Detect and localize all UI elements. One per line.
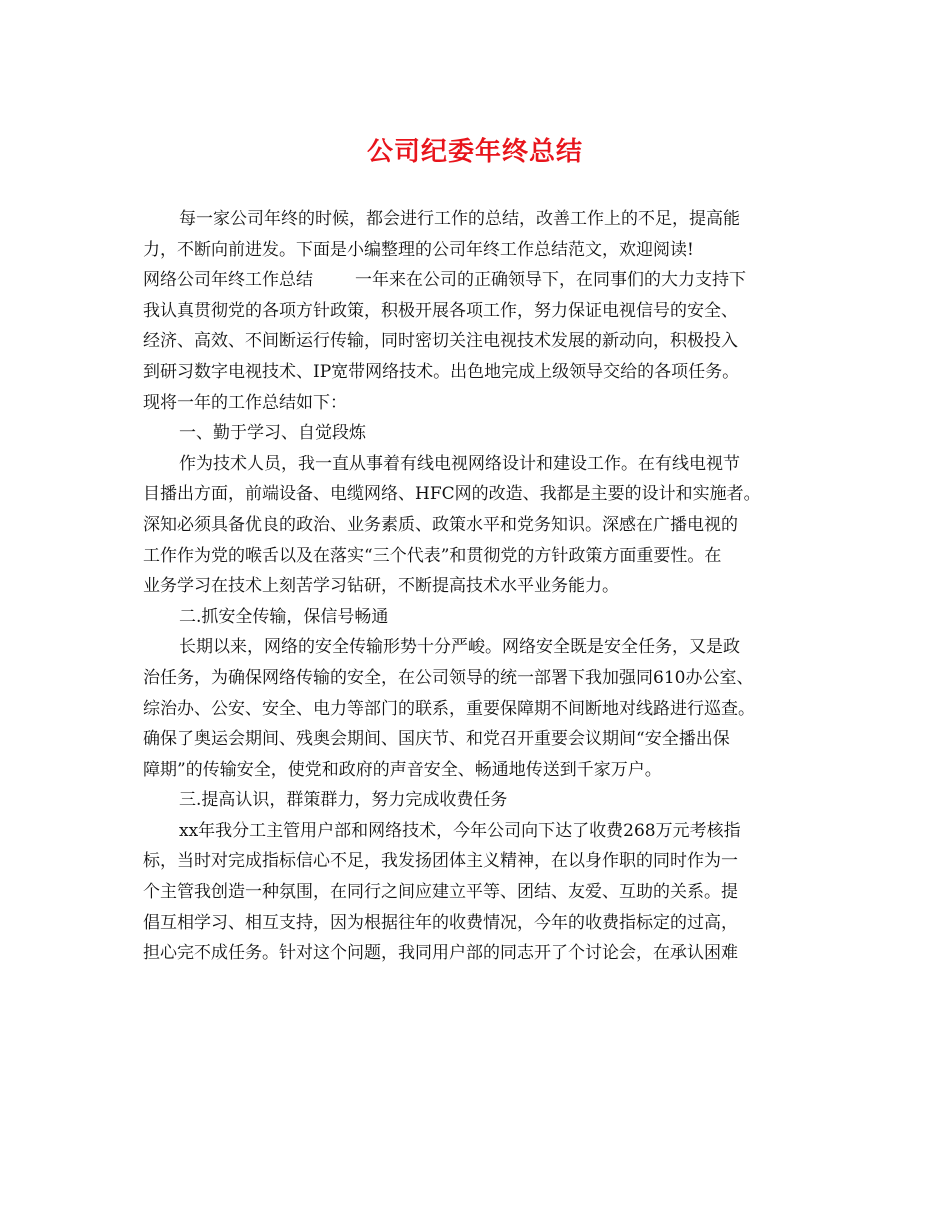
text-line: 倡互相学习、相互支持，因为根据往年的收费情况，今年的收费指标定的过高， — [143, 912, 738, 933]
text-line: 长期以来，网络的安全传输形势十分严峻。网络安全既是安全任务，又是政 — [179, 637, 740, 658]
section-heading-inline: 网络公司年终工作总结 — [143, 270, 313, 291]
text-line: 业务学习在技术上刻苦学习钻研，不断提高技术水平业务能力。 — [143, 576, 619, 597]
text-line: 综治办、公安、安全、电力等部门的联系，重要保障期不间断地对线路进行巡查。 — [143, 698, 755, 719]
text-line: 经济、高效、不间断运行传输，同时密切关注电视技术发展的新动向，积极投入 — [143, 331, 738, 352]
text-line-combined — [143, 265, 803, 296]
text-line: 力，不断向前进发。下面是小编整理的公司年终工作总结范文，欢迎阅读! — [143, 239, 694, 260]
section-heading: 一、勤于学习、自觉段炼 — [179, 423, 366, 444]
text-line: 标，当时对完成指标信心不足，我发扬团体主义精神，在以身作职的同时作为一 — [143, 851, 738, 872]
section-heading: 二.抓安全传输，保信号畅通 — [179, 606, 389, 627]
text-line: 障期”的传输安全，使党和政府的声音安全、畅通地传送到千家万户。 — [143, 759, 662, 780]
text-fragment: 一年来在公司的正确领导下，在同事们的大力支持下 — [355, 270, 746, 291]
text-line: 治任务，为确保网络传输的安全，在公司领导的统一部署下我加强同610办公室、 — [143, 667, 754, 688]
text-line: 作为技术人员，我一直从事着有线电视网络设计和建设工作。在有线电视节 — [179, 453, 740, 474]
text-line: 每一家公司年终的时候，都会进行工作的总结，改善工作上的不足，提高能 — [179, 209, 740, 229]
text-line: 担心完不成任务。针对这个问题，我同用户部的同志开了个讨论会，在承认困难 — [143, 943, 738, 964]
text-line: xx年我分工主管用户部和网络技术，今年公司向下达了收费268万元考核指 — [179, 820, 741, 841]
text-line: 我认真贯彻党的各项方针政策，积极开展各项工作，努力保证电视信号的安全、 — [143, 300, 738, 321]
text-line: 目播出方面，前端设备、电缆网络、HFC网的改造、我都是主要的设计和实施者。 — [143, 484, 761, 505]
text-line: 现将一年的工作总结如下： — [143, 392, 347, 413]
document-body — [143, 204, 803, 969]
text-line: 深知必须具备优良的政治、业务素质、政策水平和党务知识。深感在广播电视的 — [143, 514, 738, 535]
text-line: 确保了奥运会期间、残奥会期间、国庆节、和党召开重要会议期间“安全播出保 — [143, 729, 730, 750]
text-line: 个主管我创造一种氛围，在同行之间应建立平等、团结、友爱、互助的关系。提 — [143, 882, 738, 903]
text-line: 到研习数字电视技术、IP宽带网络技术。出色地完成上级领导交给的各项任务。 — [143, 361, 740, 382]
section-heading: 三.提高认识，群策群力，努力完成收费任务 — [179, 790, 508, 811]
document-title: 公司纪委年终总结 — [366, 137, 583, 167]
text-line: 工作作为党的喉舌以及在落实“三个代表”和贯彻党的方针政策方面重要性。在 — [143, 545, 722, 566]
